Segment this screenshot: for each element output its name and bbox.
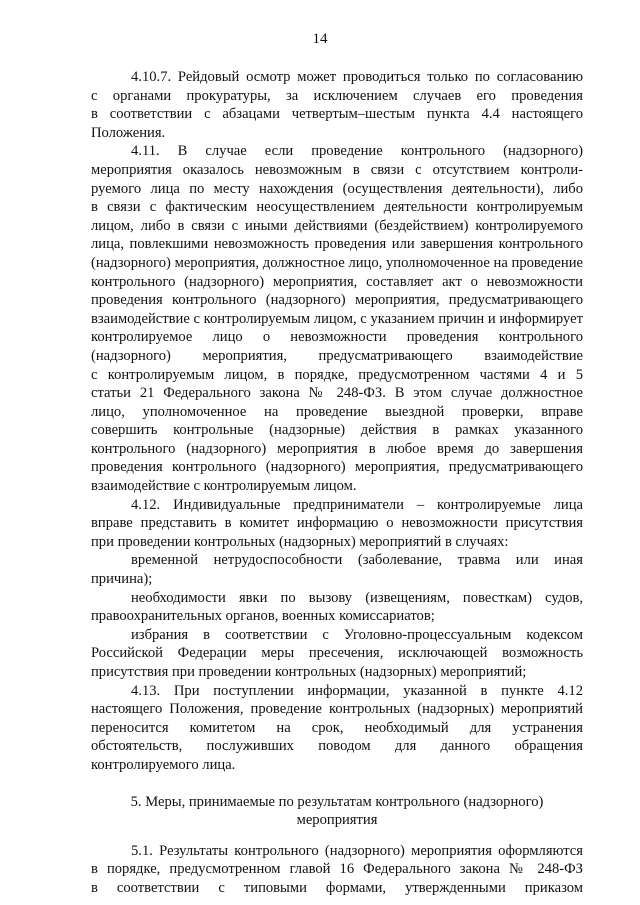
text-line: статьи 21 Федерального закона № 248-ФЗ. В этом случае должностное xyxy=(91,385,583,402)
text-line: причина); xyxy=(91,571,153,588)
document-body xyxy=(91,68,583,898)
text-line: в связи с фактическим неосуществлением деятельности контролируемым xyxy=(91,199,583,216)
text-line: 4.12. Индивидуальные предприниматели – контролируемые лица xyxy=(131,496,583,513)
text-line: вправе представить в комитет информацию о невозможности присутствия xyxy=(91,515,583,532)
text-line: контролируемое лицо о невозможности проведения контрольного xyxy=(91,329,583,346)
text-line: лицо, уполномоченное на проведение выездной проверки, вправе xyxy=(91,403,583,420)
text-line: руемого лица по месту нахождения (осуществления деятельности), либо xyxy=(91,180,583,197)
text-line: проведения контрольного (надзорного) мероприятия, предусматривающего xyxy=(91,459,583,476)
text-line: 5.1. Результаты контрольного (надзорного) мероприятия оформляются xyxy=(131,842,583,859)
text-line: переносится комитетом на срок, необходимый для устранения xyxy=(91,719,583,736)
page-number: 14 xyxy=(312,31,328,47)
text-line: с контролируемым лицом, в порядке, предусмотренном частями 4 и 5 xyxy=(91,366,583,383)
text-line: с органами прокуратуры, за исключением случаев его проведения xyxy=(91,87,583,104)
text-line: в соответствии с типовыми формами, утвержденными приказом xyxy=(91,879,583,896)
text-line: контролируемого лица. xyxy=(91,756,236,773)
text-line: избрания в соответствии с Уголовно-процессуальным кодексом xyxy=(131,626,583,643)
text-line: лицом, либо в связи с иными действиями (бездействием) контролируемого xyxy=(91,217,583,234)
text-line: мероприятия оказалось невозможным в связи с отсутствием контроли- xyxy=(91,161,583,178)
text-line: контрольного (надзорного) мероприятия, составляет акт о невозможности xyxy=(91,273,583,290)
text-line: (надзорного) мероприятия, должностное лицо, уполномоченное на проведение xyxy=(91,254,583,271)
section-spacer xyxy=(91,830,583,842)
text-line: совершить контрольные (надзорные) действия в рамках указанного xyxy=(91,422,583,439)
text-line: необходимости явки по вызову (извещениям, повесткам) судов, xyxy=(131,589,583,606)
text-line: настоящего Положения, проведение контрольных (надзорных) мероприятий xyxy=(91,701,583,718)
section-heading-line: мероприятия xyxy=(296,812,378,829)
text-line: при проведении контрольных (надзорных) мероприятий в случаях: xyxy=(91,533,509,550)
text-line: Положения. xyxy=(91,124,166,141)
text-line: лица, повлекшими невозможность проведения или завершения контрольного xyxy=(91,236,583,253)
text-line: временной нетрудоспособности (заболевание, травма или иная xyxy=(131,552,583,569)
section-heading-line: 5. Меры, принимаемые по результатам контрольного (надзорного) xyxy=(130,793,544,810)
text-line: обстоятельств, послуживших поводом для данного обращения xyxy=(91,738,583,755)
text-line: (надзорного) мероприятия, предусматривающего взаимодействие xyxy=(91,347,583,364)
text-line: 4.11. В случае если проведение контрольного (надзорного) xyxy=(131,143,583,160)
text-line: Российской Федерации меры пресечения, исключающей возможность xyxy=(91,645,583,662)
text-line: 4.10.7. Рейдовый осмотр может проводиться только по согласованию xyxy=(131,69,583,85)
text-line: присутствия при проведении контрольных (надзорных) мероприятий; xyxy=(91,664,527,680)
text-line: взаимодействие с контролируемым лицом, с указанием причин и информирует xyxy=(91,310,583,327)
text-line: в соответствии с абзацами четвертым–шестым пункта 4.4 настоящего xyxy=(91,106,583,123)
section-spacer xyxy=(91,775,583,793)
text-line: контрольного (надзорного) мероприятия в любое время до завершения xyxy=(91,440,583,457)
text-line: правоохранительных органов, военных комиссариатов; xyxy=(91,608,435,625)
text-line: в порядке, предусмотренном главой 16 Федерального закона № 248-ФЗ xyxy=(91,861,583,878)
text-line: взаимодействие с контролируемым лицом. xyxy=(91,478,357,495)
text-line: проведения контрольного (надзорного) мероприятия, предусматривающего xyxy=(91,292,583,309)
text-line: 4.13. При поступлении информации, указанной в пункте 4.12 xyxy=(131,682,583,699)
